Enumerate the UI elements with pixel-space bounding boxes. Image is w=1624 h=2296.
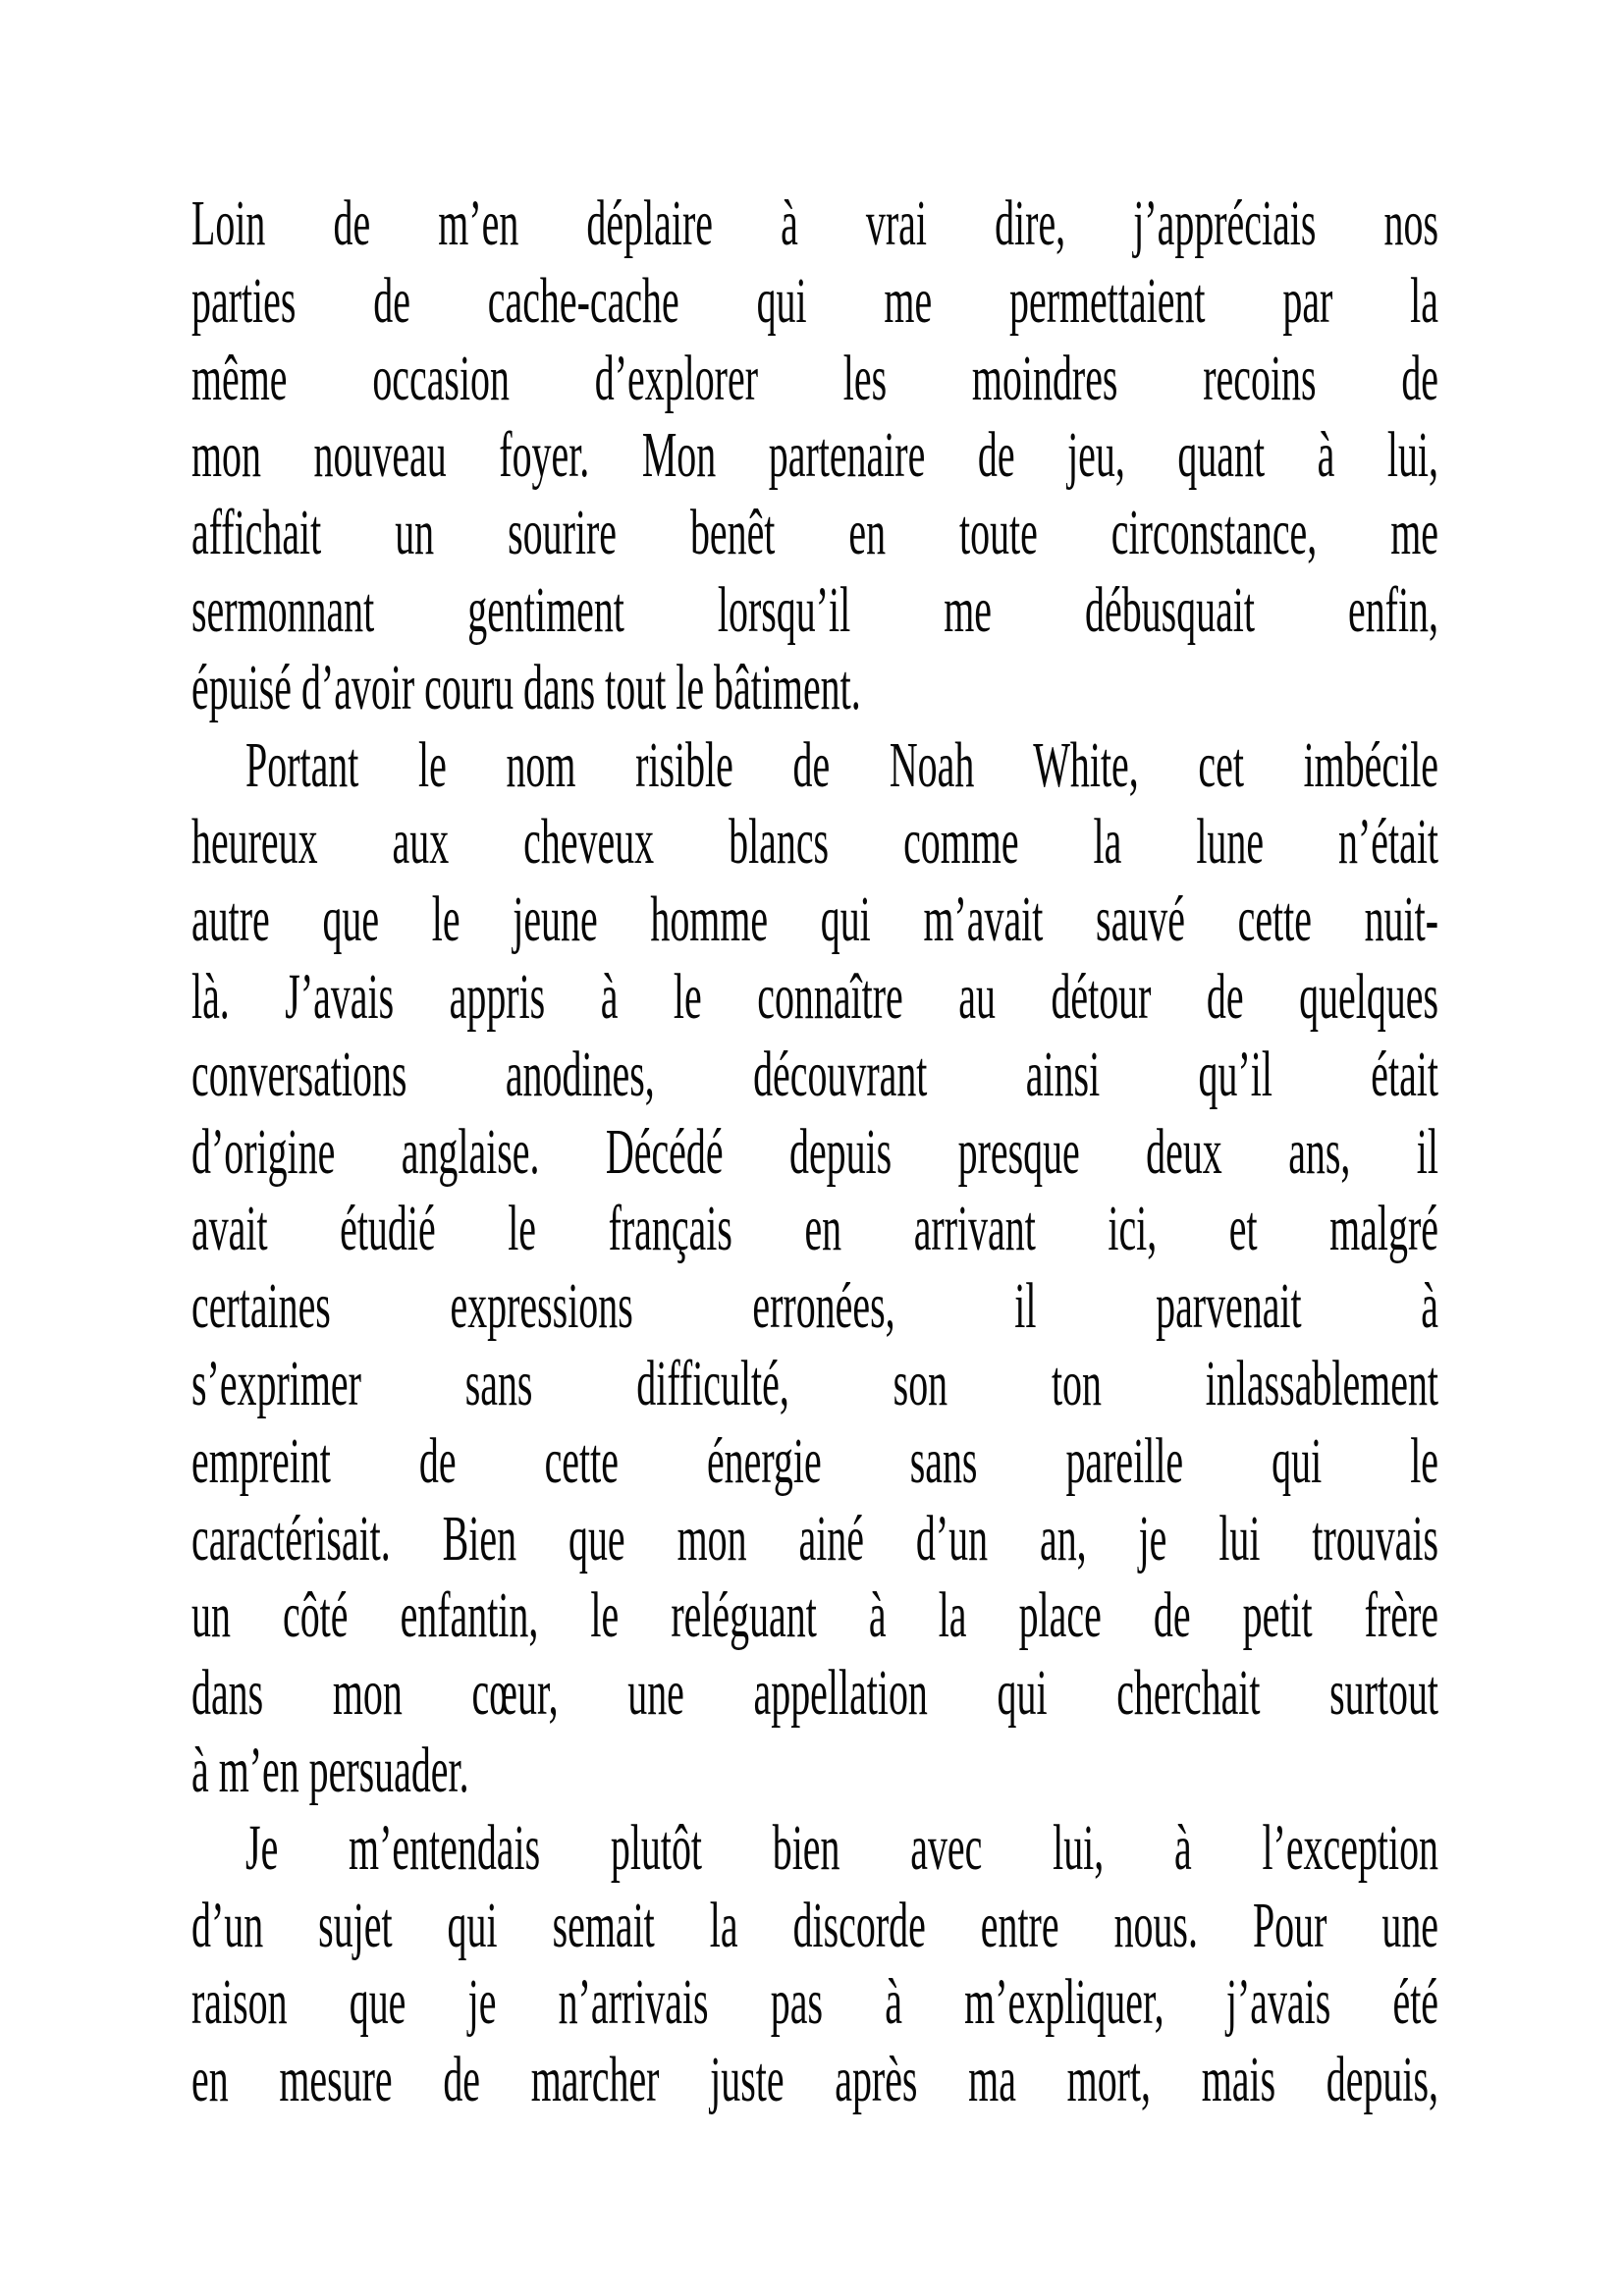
text-line: mon nouveau foyer. Mon partenaire de jeu, quant à lui, [191,419,1438,492]
text-line: avait étudié le français en arrivant ici, et malgré [191,1193,1438,1265]
text-line: Je m’entendais plutôt bien avec lui, à l’exception [245,1811,1438,1884]
text-line: même occasion d’explorer les moindres recoins de [191,342,1438,414]
text-line: d’origine anglaise. Décédé depuis presque deux ans, il [191,1115,1438,1188]
text-line: raison que je n’arrivais pas à m’expliquer, j’avais été [191,1966,1438,2039]
text-line: Loin de m’en déplaire à vrai dire, j’appréciais nos [191,187,1438,259]
paragraph [191,186,1438,727]
text-line: certaines expressions erronées, il parvenait à [191,1270,1438,1343]
text-line: autre que le jeune homme qui m’avait sauvé cette nuit- [191,883,1438,956]
text-line: empreint de cette énergie sans pareille qui le [191,1424,1438,1497]
text-line: à m’en persuader. [191,1734,469,1806]
text-block [191,186,1438,2119]
paragraph [191,1810,1438,2119]
text-line: caractérisait. Bien que mon ainé d’un an, je lui trouvais [191,1502,1438,1575]
text-line: là. J’avais appris à le connaître au détour de quelques [191,960,1438,1033]
text-line: d’un sujet qui semait la discorde entre nous. Pour une [191,1889,1438,1961]
text-line: en mesure de marcher juste après ma mort, mais depuis, [191,2044,1438,2116]
text-line: heureux aux cheveux blancs comme la lune n’était [191,806,1438,879]
paragraph [191,727,1438,1810]
text-line: épuisé d’avoir couru dans tout le bâtiment. [191,651,861,723]
text-line: Portant le nom risible de Noah White, cet imbécile [245,728,1438,801]
text-line: s’exprimer sans difficulté, son ton inlassablement [191,1347,1438,1419]
text-line: dans mon cœur, une appellation qui cherchait surtout [191,1657,1438,1730]
text-line: parties de cache-cache qui me permettaient par la [191,264,1438,337]
text-line: affichait un sourire benêt en toute circonstance, me [191,497,1438,569]
text-line: sermonnant gentiment lorsqu’il me débusquait enfin, [191,573,1438,646]
text-line: un côté enfantin, le reléguant à la place de petit frère [191,1579,1438,1652]
text-line: conversations anodines, découvrant ainsi qu’il était [191,1038,1438,1110]
